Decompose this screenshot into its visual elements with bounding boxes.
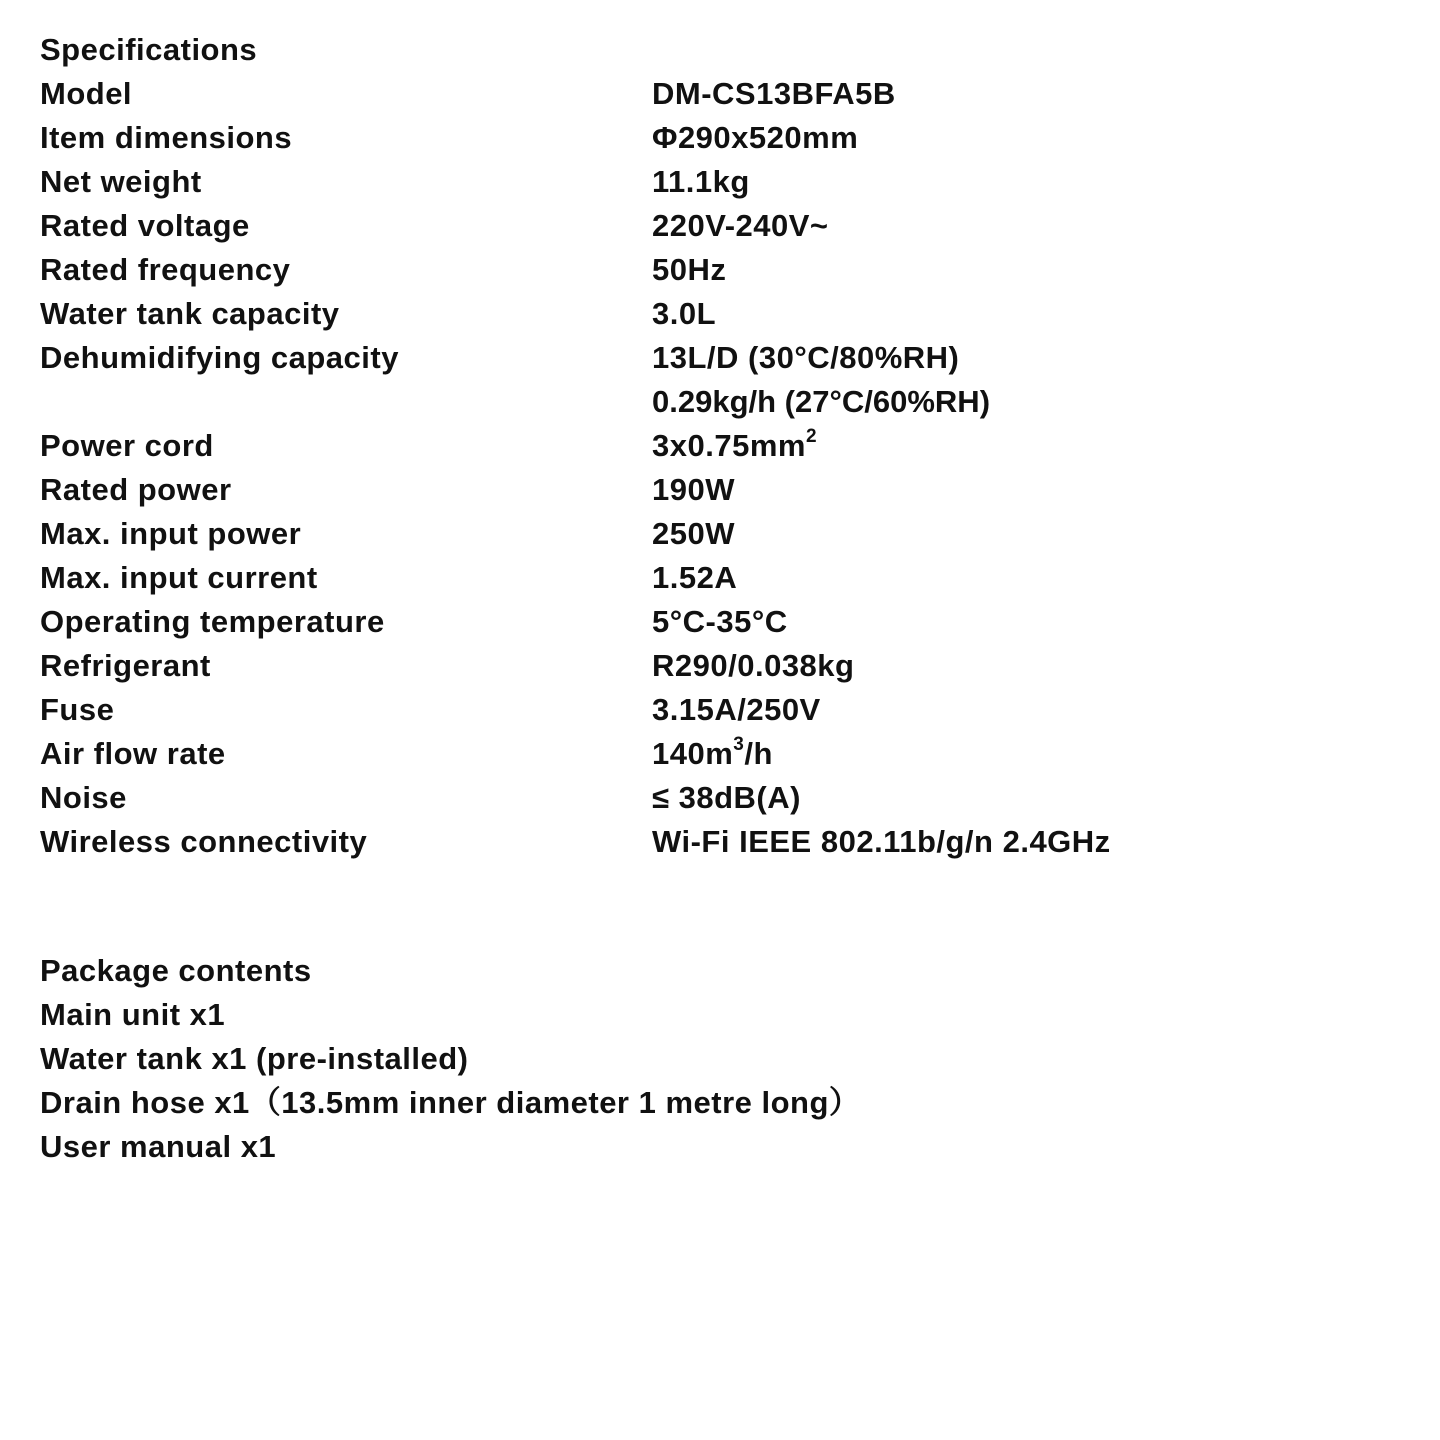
spec-value: ≤ 38dB(A): [652, 780, 801, 815]
spec-row-wireless-connectivity: [40, 820, 1111, 864]
spec-label: Max. input current: [40, 560, 318, 595]
superscript: 2: [805, 426, 818, 447]
spec-label: Net weight: [40, 164, 202, 199]
package-section: [40, 949, 860, 1169]
spec-label: Operating temperature: [40, 604, 385, 639]
spec-value: 5°C-35°C: [652, 604, 788, 639]
spec-row-water-tank-capacity: [40, 292, 1111, 336]
specifications-section: [40, 28, 1111, 864]
superscript: 3: [733, 734, 745, 755]
spec-label: Max. input power: [40, 516, 302, 551]
spec-label: Noise: [40, 780, 127, 815]
spec-value-group: [652, 732, 773, 776]
package-heading: Package contents: [40, 953, 312, 988]
spec-value: 190W: [652, 472, 735, 507]
spec-label: Dehumidifying capacity: [40, 340, 399, 375]
spec-value: Φ290x520mm: [652, 120, 859, 155]
spec-value: DM-CS13BFA5B: [652, 76, 896, 111]
spec-label: Model: [40, 76, 133, 111]
spec-label: Power cord: [40, 428, 214, 463]
spec-label: Refrigerant: [40, 648, 211, 683]
spec-label: Water tank capacity: [40, 296, 340, 331]
spec-label: Wireless connectivity: [40, 824, 368, 859]
spec-row-max-input-power: [40, 512, 1111, 556]
package-item: Drain hose x1（13.5mm inner diameter 1 metre long）: [40, 1085, 861, 1120]
spec-value: 220V-240V~: [652, 208, 829, 243]
package-item: User manual x1: [40, 1129, 277, 1164]
spec-label: Air flow rate: [40, 736, 226, 771]
specifications-heading: Specifications: [40, 32, 258, 67]
spec-label: Rated voltage: [40, 208, 250, 243]
spec-value: 140m: [652, 736, 734, 771]
spec-value-group: [652, 424, 817, 468]
spec-value: 50Hz: [652, 252, 727, 287]
spec-value-continuation: 0.29kg/h (27°C/60%RH): [652, 384, 991, 419]
spec-row-air-flow-rate: [40, 732, 1111, 776]
spec-value: 250W: [652, 516, 735, 551]
spec-value: Wi-Fi IEEE 802.11b/g/n 2.4GHz: [652, 824, 1111, 859]
spec-label: Rated power: [40, 472, 232, 507]
spec-value: 3x0.75mm: [652, 428, 806, 463]
spec-row-fuse: [40, 688, 1111, 732]
spec-value: 11.1kg: [652, 164, 750, 199]
spec-value-suffix: /h: [744, 736, 773, 771]
spec-value: R290/0.038kg: [652, 648, 855, 683]
package-item: Main unit x1: [40, 997, 226, 1032]
spec-row-rated-voltage: [40, 204, 1111, 248]
spec-row-operating-temperature: [40, 600, 1111, 644]
spec-value: 3.0L: [652, 296, 717, 331]
spec-label: Item dimensions: [40, 120, 293, 155]
spec-value: 13L/D (30°C/80%RH): [652, 340, 960, 375]
spec-value: 1.52A: [652, 560, 738, 595]
spec-row-max-input-current: [40, 556, 1111, 600]
spec-label: Rated frequency: [40, 252, 291, 287]
spec-row-refrigerant: [40, 644, 1111, 688]
spec-row-dehumidifying-capacity: [40, 336, 1111, 380]
spec-row-rated-power: [40, 468, 1111, 512]
spec-row-power-cord: [40, 424, 1111, 468]
spec-row-item-dimensions: [40, 116, 1111, 160]
spec-row-model: [40, 72, 1111, 116]
spec-row-net-weight: [40, 160, 1111, 204]
spec-row-rated-frequency: [40, 248, 1111, 292]
spec-row-noise: [40, 776, 1111, 820]
spec-label: Fuse: [40, 692, 115, 727]
package-item: Water tank x1 (pre-installed): [40, 1041, 469, 1076]
spec-value: 3.15A/250V: [652, 692, 821, 727]
